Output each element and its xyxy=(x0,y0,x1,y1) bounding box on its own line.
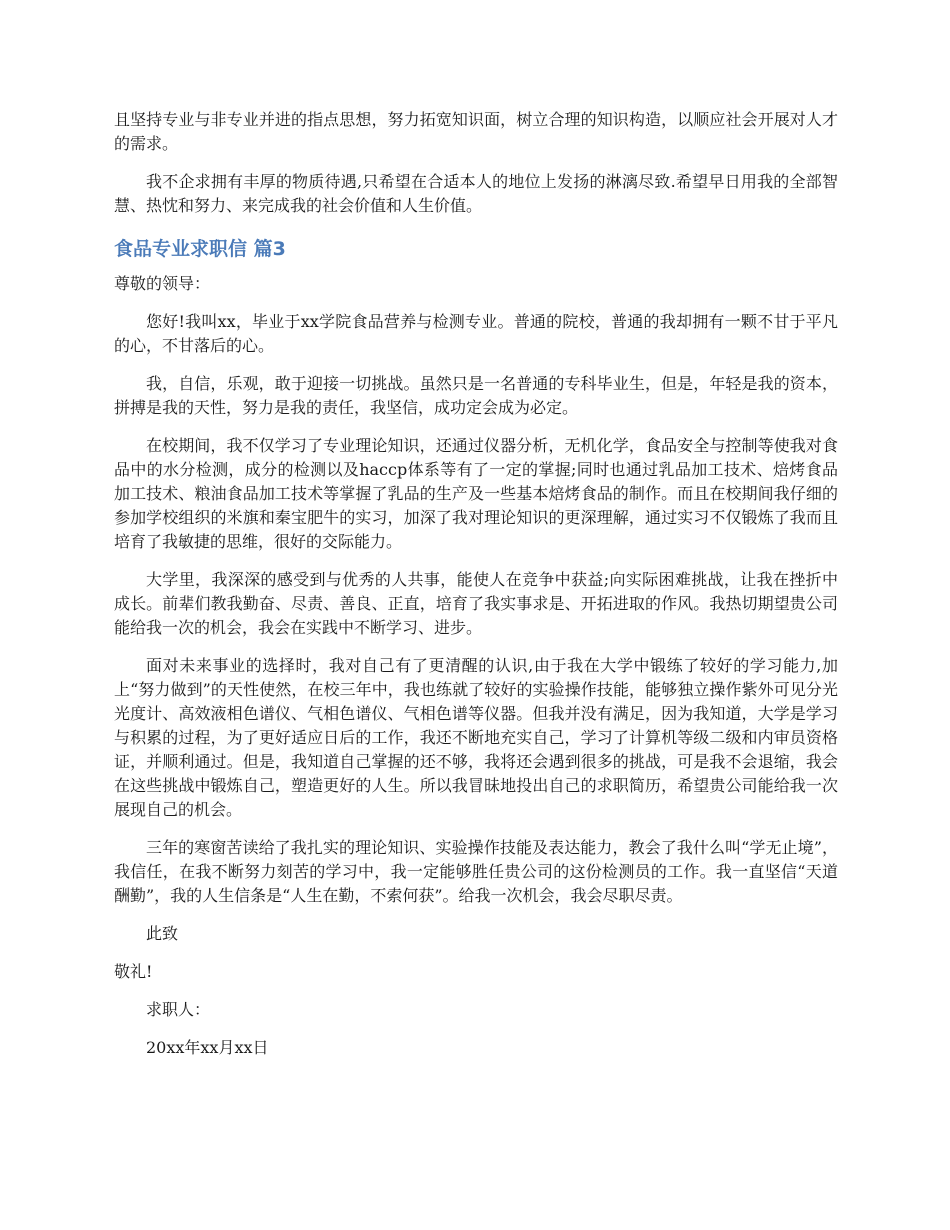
paragraph-school-study: 在校期间，我不仅学习了专业理论知识，还通过仪器分析，无机化学，食品安全与控制等使我对食品中的水分检测，成分的检测以及haccp体系等有了一定的掌握;同时也通过乳品加工技术、焙烤食品加工技术、粮油食品加工技术等掌握了乳品的生产及一些基本焙烤食品的制作。而且在校期间我仔细的参加学校组织的米旗和秦宝肥牛的实习，加深了我对理论知识的更深理解，通过实习不仅锻炼了我而且培育了我敏捷的思维，很好的交际能力。 xyxy=(114,436,838,551)
closing-text: 此致 xyxy=(146,924,179,943)
paragraph-aspiration: 我不企求拥有丰厚的物质待遇,只希望在合适本人的地位上发扬的淋漓尽致.希望早日用我的全部智慧、热忱和努力、来完成我的社会价值和人生价值。 xyxy=(114,172,838,215)
paragraph-career-choice: 面对未来事业的选择时，我对自己有了更清醒的认识,由于我在大学中锻练了较好的学习能力,加上“努力做到”的天性使然，在校三年中，我也练就了较好的实验操作技能，能够独立操作紫外可见分光光度计、高效液相色谱仪、气相色谱仪、气相色谱等仪器。但我并没有满足，因为我知道，大学是学习与积累的过程，为了更好适应日后的工作，我还不断地充实自己，学习了计算机等级二级和内审员资格证，并顺利通过。但是，我知道自己掌握的还不够，我将还会遇到很多的挑战，可是我不会退缩，我会在这些挑战中锻炼自己，塑造更好的人生。所以我冒昧地投出自己的求职简历，希望贵公司能给我一次展现自己的机会。 xyxy=(114,656,838,819)
document-content xyxy=(114,108,838,1060)
letter-date: 20xx年xx月xx日 xyxy=(146,1038,269,1057)
paragraph-confidence: 我，自信，乐观，敢于迎接一切挑战。虽然只是一名普通的专科毕业生，但是，年轻是我的资本，拼搏是我的天性，努力是我的责任，我坚信，成功定会成为必定。 xyxy=(114,374,838,417)
continued-paragraph: 且坚持专业与非专业并进的指点思想，努力拓宽知识面，树立合理的知识构造，以顺应社会开展对人才的需求。 xyxy=(114,110,838,153)
paragraph-commitment: 三年的寒窗苦读给了我扎实的理论知识、实验操作技能及表达能力，教会了我什么叫“学无止境”，我信任，在我不断努力刻苦的学习中，我一定能够胜任贵公司的这份检测员的工作。我一直坚信“天道酬勤”，我的人生信条是“人生在勤，不索何获”。给我一次机会，我会尽职尽责。 xyxy=(114,838,838,905)
applicant-label: 求职人： xyxy=(146,1000,211,1019)
salutation: 尊敬的领导： xyxy=(114,274,211,293)
paragraph-university-growth: 大学里，我深深的感受到与优秀的人共事，能使人在竞争中获益;向实际困难挑战，让我在挫折中成长。前辈们教我勤奋、尽责、善良、正直，培育了我实事求是、开拓进取的作风。我热切期望贵公司能给我一次的机会，我会在实践中不断学习、进步。 xyxy=(114,570,838,637)
paragraph-introduction: 您好!我叫xx，毕业于xx学院食品营养与检测专业。普通的院校，普通的我却拥有一颗不甘于平凡的心，不甘落后的心。 xyxy=(114,312,838,355)
regards-text: 敬礼! xyxy=(114,962,153,981)
section-title: 食品专业求职信 篇3 xyxy=(114,238,286,260)
